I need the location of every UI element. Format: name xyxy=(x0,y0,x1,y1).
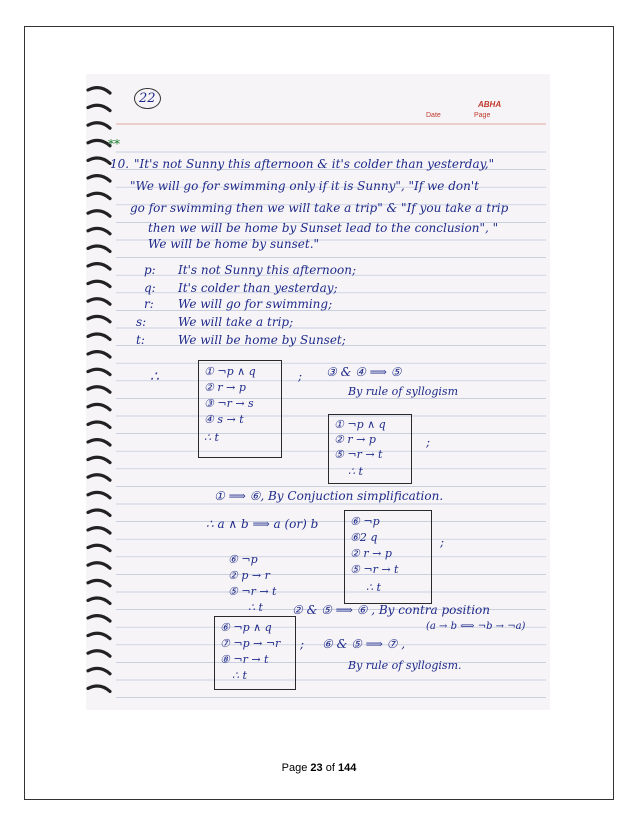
premise-line: ∴ t xyxy=(366,581,381,594)
spiral-ring xyxy=(88,140,110,145)
spiral-ring xyxy=(88,299,110,304)
def-text: It's colder than yesterday; xyxy=(178,281,338,295)
premise-line: ② r → p xyxy=(204,381,246,394)
step-4-note: By rule of syllogism. xyxy=(348,659,462,672)
footer-prefix: Page xyxy=(281,762,311,774)
def-var: s: xyxy=(136,315,147,329)
page-number-circle: 22 xyxy=(134,88,161,109)
premise-line: ① ¬p ∧ q xyxy=(334,418,386,431)
premise-line: ∴ t xyxy=(204,431,219,444)
premise-line: ∴ t xyxy=(348,465,363,478)
problem-line: We will be home by sunset." xyxy=(148,237,320,251)
step-2: ① ⟹ ⑥, By Conjuction simplification. xyxy=(214,489,444,503)
problem-line: then we will be home by Sunset lead to the conclusion", " xyxy=(148,221,499,235)
premise-line: ∴ t xyxy=(232,669,247,682)
premise-line: ⑦ ¬p → ¬r xyxy=(220,637,281,650)
spiral-ring xyxy=(88,457,110,462)
def-text: We will go for swimming; xyxy=(178,297,333,311)
premise-line: ⑥ ¬p ∧ q xyxy=(220,621,272,634)
step-1: ③ & ④ ⟹ ⑤ xyxy=(326,365,402,379)
problem-line: "We will go for swimming only if it is Sunny", "If we don't xyxy=(130,179,479,193)
spiral-ring xyxy=(88,404,110,409)
problem-line: "It's not Sunny this afternoon & it's colder than yesterday," xyxy=(134,157,495,171)
footer-of: of xyxy=(322,762,338,774)
premise-line: ⑤ ¬r → t xyxy=(350,563,399,576)
spiral-ring xyxy=(88,281,110,286)
spiral-ring xyxy=(88,633,110,638)
spiral-ring xyxy=(88,334,110,339)
spiral-ring xyxy=(88,580,110,585)
spiral-ring xyxy=(88,686,110,691)
page-footer xyxy=(0,762,638,774)
semicolon: ; xyxy=(300,637,305,651)
spiral-ring xyxy=(88,387,110,392)
spiral-ring xyxy=(88,176,110,181)
def-var: r: xyxy=(144,297,154,311)
spiral-ring xyxy=(88,545,110,550)
premise-line: ④ s → t xyxy=(204,413,244,426)
semicolon: ; xyxy=(440,535,445,549)
premise-line: ① ¬p ∧ q xyxy=(204,365,256,378)
def-text: It's not Sunny this afternoon; xyxy=(178,263,356,277)
spiral-ring xyxy=(88,211,110,216)
semicolon: ; xyxy=(426,435,431,449)
notebook-photo xyxy=(86,74,550,710)
brand-label: ABHA xyxy=(478,100,502,109)
spiral-ring xyxy=(88,616,110,621)
therefore-symbol: ∴ xyxy=(150,369,159,385)
problem-line: go for swimming then we will take a trip" & "If you take a trip xyxy=(130,201,509,215)
spiral-ring xyxy=(88,440,110,445)
ab-rule: ∴ a ∧ b ⟹ a (or) b xyxy=(206,517,319,531)
spiral-ring xyxy=(88,316,110,321)
def-var: q: xyxy=(144,281,156,295)
step-3-note: (a → b ⟺ ¬b → ¬a) xyxy=(426,621,526,632)
premise-line: ⑤ ¬r → t xyxy=(228,585,277,598)
def-text: We will take a trip; xyxy=(178,315,294,329)
spiral-ring xyxy=(88,88,110,93)
spiral-ring xyxy=(88,475,110,480)
spiral-ring xyxy=(88,563,110,568)
premise-line: ③ ¬r → s xyxy=(204,397,254,410)
semicolon: ; xyxy=(298,369,303,383)
spiral-ring xyxy=(88,228,110,233)
premise-line: ② r → p xyxy=(334,433,376,446)
premise-line: ② p → r xyxy=(228,569,270,582)
def-text: We will be home by Sunset; xyxy=(178,333,346,347)
spiral-ring xyxy=(88,193,110,198)
problem-number: 10. xyxy=(110,157,130,171)
premise-line: ⑥ ¬p xyxy=(350,515,380,528)
page-label: Page xyxy=(474,112,491,119)
spiral-ring xyxy=(88,598,110,603)
spiral-ring xyxy=(88,105,110,110)
step-1-note: By rule of syllogism xyxy=(348,385,459,398)
spiral-ring xyxy=(88,158,110,163)
premise-line: ∴ t xyxy=(248,601,263,614)
step-4: ⑥ & ⑤ ⟹ ⑦ , xyxy=(322,637,406,651)
spiral-ring xyxy=(88,651,110,656)
spiral-ring xyxy=(88,246,110,251)
footer-total-pages: 144 xyxy=(337,762,357,774)
spiral-ring xyxy=(88,422,110,427)
spiral-ring xyxy=(88,528,110,533)
spiral-ring xyxy=(88,123,110,128)
step-3: ② & ⑤ ⟹ ⑥ , By contra position xyxy=(292,603,490,617)
spiral-ring xyxy=(88,510,110,515)
footer-current-page: 23 xyxy=(310,762,323,774)
def-var: t: xyxy=(136,333,145,347)
def-var: p: xyxy=(144,263,156,277)
premise-line: ⑤ ¬r → t xyxy=(334,448,383,461)
premise-line: ② r → p xyxy=(350,547,392,560)
spiral-ring xyxy=(88,492,110,497)
spiral-ring xyxy=(88,668,110,673)
premise-line: ⑧ ¬r → t xyxy=(220,653,269,666)
premise-line: ⑥2 q xyxy=(350,531,378,544)
date-label: Date xyxy=(426,112,441,119)
spiral-ring xyxy=(88,352,110,357)
star-mark: ** xyxy=(108,137,120,151)
spiral-ring xyxy=(88,369,110,374)
premise-line: ⑥ ¬p xyxy=(228,553,258,566)
spiral-ring xyxy=(88,264,110,269)
